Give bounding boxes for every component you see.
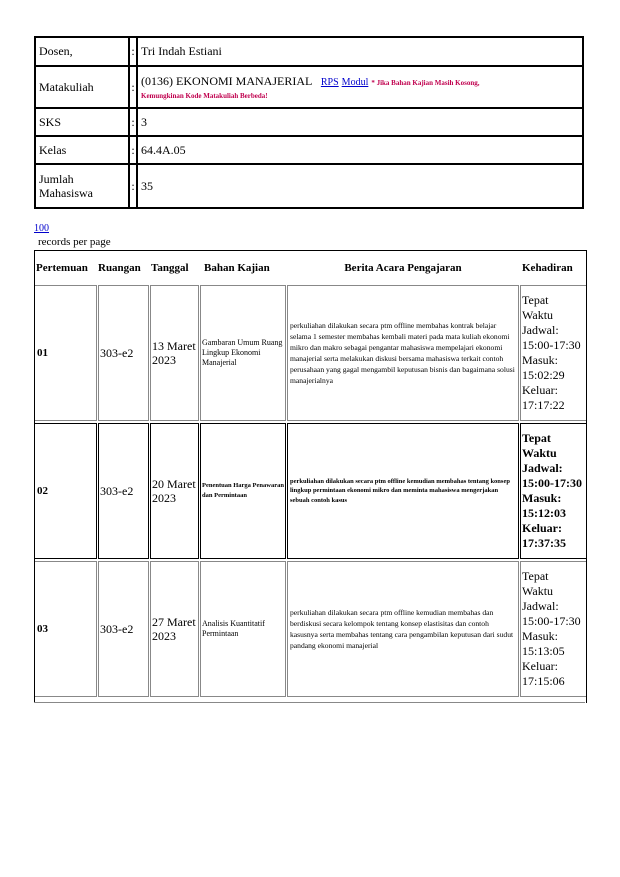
- kehadiran-line: Jadwal:: [522, 323, 559, 337]
- kehadiran-line: Masuk:: [522, 491, 562, 505]
- info-row-sks: [35, 108, 583, 136]
- kehadiran-line: 17:37:35: [522, 536, 566, 550]
- kehadiran-line: Waktu: [522, 308, 554, 322]
- kehadiran-line: Keluar:: [522, 521, 562, 535]
- row-pertemuan: 01: [35, 285, 97, 421]
- dosen-value: Tri Indah Estiani: [137, 37, 583, 66]
- records-per-page-text: records per page: [38, 236, 111, 248]
- row-tanggal: 27 Maret 2023: [150, 561, 199, 697]
- kelas-label: Kelas: [35, 136, 129, 164]
- row-kehadiran: [520, 285, 586, 421]
- row-berita-acara: perkuliahan dilakukan secara ptm offline kemudian membahas dan berdiskusi secara kelompok tentang konsep elastisitas dan contoh kasusnya serta membahas tentang cara pengambilan keputusan dari sudut pandang ekonomi manajerial: [287, 561, 519, 697]
- table-row: [35, 561, 586, 699]
- kehadiran-line: 17:17:22: [522, 398, 565, 412]
- warning-text-2: Kemungkinan Kode Matakuliah Berbeda!: [141, 92, 268, 100]
- jumlah-label: [35, 164, 129, 208]
- warning-text-1: * Jika Bahan Kajian Masih Kosong,: [371, 79, 480, 87]
- header-berita-acara: Berita Acara Pengajaran: [344, 262, 462, 274]
- kehadiran-line: 15:00-17:30: [522, 614, 581, 628]
- kehadiran-line: 15:00-17:30: [522, 338, 581, 352]
- jumlah-separator: :: [129, 164, 137, 208]
- kehadiran-line: Keluar:: [522, 383, 558, 397]
- row-ruangan: 303-e2: [98, 423, 149, 559]
- matakuliah-cell: [137, 66, 583, 108]
- sks-separator: :: [129, 108, 137, 136]
- kelas-value: 64.4A.05: [137, 136, 583, 164]
- header-bahan-kajian: Bahan Kajian: [204, 262, 270, 274]
- kehadiran-line: Waktu: [522, 584, 554, 598]
- table-row: [35, 423, 586, 561]
- row-ruangan: 303-e2: [98, 561, 149, 697]
- row-kehadiran: [520, 561, 586, 697]
- kehadiran-line: Jadwal:: [522, 599, 559, 613]
- modul-link[interactable]: Modul: [341, 77, 369, 88]
- kelas-separator: :: [129, 136, 137, 164]
- kehadiran-line: Masuk:: [522, 353, 558, 367]
- kehadiran-line: Keluar:: [522, 659, 558, 673]
- rps-link[interactable]: RPS: [320, 77, 339, 88]
- kehadiran-line: Waktu: [522, 446, 557, 460]
- header-tanggal: Tanggal: [151, 262, 189, 274]
- info-row-matakuliah: [35, 66, 583, 108]
- row-pertemuan: 03: [35, 561, 97, 697]
- row-berita-acara: perkuliahan dilakukan secara ptm offline kemudian membahas tentang konsep lingkup permintaan ekonomi mikro dan meminta mahasiswa mengerjakan sebuah contoh kasus: [287, 423, 519, 559]
- row-berita-acara: perkuliahan dilakukan secara ptm offline membahas kontrak belajar selama 1 semester membahas kembali materi pada mata kuliah ekonomi mikro dan makro sebagai pengantar mahasiswa mempelajari ekonomi manajerial serta melakukan diskusi bersama mahasiswa terkait contoh perusahaan yang gagal mengambil keputusan bisnis dan bagaimana solusi manajerialnya: [287, 285, 519, 421]
- jumlah-value: 35: [137, 164, 583, 208]
- table-row: [35, 285, 586, 423]
- records-per-page-link[interactable]: 100: [34, 223, 49, 234]
- table-bottom-divider: [34, 702, 585, 703]
- info-row-dosen: [35, 37, 583, 66]
- row-kehadiran: [520, 423, 586, 559]
- header-pertemuan: Pertemuan: [36, 262, 88, 274]
- info-row-jumlah: [35, 164, 583, 208]
- kehadiran-line: 17:15:06: [522, 674, 565, 688]
- info-row-kelas: [35, 136, 583, 164]
- header-ruangan: Ruangan: [98, 262, 141, 274]
- kehadiran-line: 15:00-17:30: [522, 476, 582, 490]
- jumlah-label-line-1: Jumlah: [39, 172, 74, 186]
- kehadiran-line: Masuk:: [522, 629, 558, 643]
- course-info-table: [34, 36, 584, 209]
- kehadiran-line: Jadwal:: [522, 461, 563, 475]
- row-tanggal: 20 Maret 2023: [150, 423, 199, 559]
- matakuliah-separator: :: [129, 66, 137, 108]
- schedule-table: [34, 250, 587, 703]
- row-ruangan: 303-e2: [98, 285, 149, 421]
- row-pertemuan: 02: [35, 423, 97, 559]
- kehadiran-line: Tepat: [522, 569, 549, 583]
- kehadiran-line: 15:12:03: [522, 506, 566, 520]
- sks-value: 3: [137, 108, 583, 136]
- matakuliah-label: Matakuliah: [35, 66, 129, 108]
- kehadiran-line: Tepat: [522, 431, 551, 445]
- kehadiran-line: Tepat: [522, 293, 549, 307]
- row-bahan-kajian: Penentuan Harga Penawaran dan Permintaan: [200, 423, 286, 559]
- matakuliah-value: (0136) EKONOMI MANAJERIAL: [141, 74, 312, 88]
- sks-label: SKS: [35, 108, 129, 136]
- jumlah-label-line-2: Mahasiswa: [39, 186, 93, 200]
- row-tanggal: 13 Maret 2023: [150, 285, 199, 421]
- row-bahan-kajian: Analisis Kuantitatif Permintaan: [200, 561, 286, 697]
- row-bahan-kajian: Gambaran Umum Ruang Lingkup Ekonomi Manajerial: [200, 285, 286, 421]
- dosen-separator: :: [129, 37, 137, 66]
- kehadiran-line: 15:13:05: [522, 644, 565, 658]
- kehadiran-line: 15:02:29: [522, 368, 565, 382]
- dosen-label: Dosen,: [35, 37, 129, 66]
- header-kehadiran: Kehadiran: [522, 262, 573, 274]
